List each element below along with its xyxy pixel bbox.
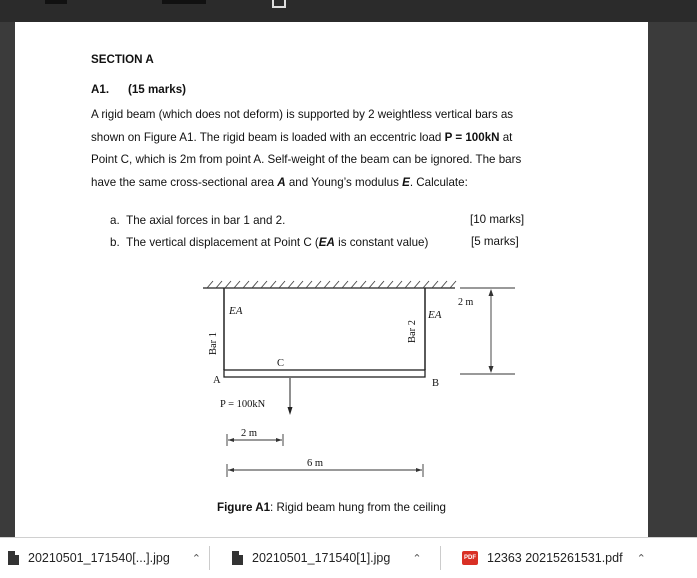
download-item[interactable] — [462, 538, 646, 578]
paragraph-line: have the same cross-sectional area A and Young’s modulus E. Calculate: — [91, 175, 468, 189]
paragraph-line: Point C, which is 2m from point A. Self-weight of the beam can be ignored. The bars — [91, 153, 522, 166]
load-label: P = 100kN — [220, 399, 266, 410]
question-marks: (15 marks) — [128, 83, 187, 96]
download-filename: 20210501_171540[1].jpg — [252, 551, 391, 565]
chevron-up-icon[interactable]: ⌃ — [412, 552, 422, 565]
chevron-up-icon[interactable]: ⌃ — [191, 552, 202, 565]
paragraph-line: shown on Figure A1. The rigid beam is loaded with an eccentric load P = 100kN at — [91, 130, 513, 144]
question-number: A1. — [91, 83, 110, 96]
bar-2-label: Bar 2 — [407, 319, 418, 343]
chevron-up-icon[interactable]: ⌃ — [636, 552, 646, 565]
list-item: b. The vertical displacement at Point C (EA is constant value) — [110, 236, 429, 249]
document-page — [15, 22, 648, 537]
file-icon — [8, 551, 19, 565]
bar-1-label: Bar 1 — [208, 331, 219, 355]
item-marks: [5 marks] — [471, 235, 519, 248]
ea-right-label: EA — [428, 309, 442, 321]
divider — [209, 546, 210, 570]
viewer-scroll-area[interactable] — [648, 22, 697, 537]
figure-caption: Figure A1: Rigid beam hung from the ceiling — [217, 501, 446, 514]
download-filename: 12363 20215261531.pdf — [487, 551, 623, 565]
point-c-label: C — [277, 358, 285, 369]
downloads-bar — [0, 537, 697, 578]
toolbar-icon[interactable] — [272, 0, 286, 8]
dimension-ab-label: 6 m — [307, 458, 324, 469]
list-item: a. The axial forces in bar 1 and 2. — [110, 214, 286, 227]
paragraph-line: A rigid beam (which does not deform) is supported by 2 weightless vertical bars as — [91, 108, 514, 121]
pdf-file-icon: PDF — [462, 551, 478, 565]
dimension-ac-label: 2 m — [241, 428, 258, 439]
viewer-toolbar — [0, 0, 697, 22]
rigid-beam — [224, 370, 425, 377]
item-marks: [10 marks] — [470, 213, 525, 226]
download-item[interactable] — [8, 538, 201, 578]
viewer-margin — [0, 22, 15, 537]
ea-left-label: EA — [229, 305, 243, 317]
figure-a1 — [15, 22, 648, 537]
file-icon — [232, 551, 243, 565]
section-title: SECTION A — [91, 53, 154, 66]
download-item[interactable] — [232, 538, 422, 578]
toolbar-button[interactable] — [162, 0, 206, 4]
point-a-label: A — [213, 375, 221, 386]
download-filename: 20210501_171540[...].jpg — [28, 551, 170, 565]
divider — [440, 546, 441, 570]
point-b-label: B — [432, 378, 440, 389]
height-dimension-label: 2 m — [458, 297, 474, 308]
ceiling-hatch — [207, 281, 456, 288]
toolbar-button[interactable] — [45, 0, 67, 4]
